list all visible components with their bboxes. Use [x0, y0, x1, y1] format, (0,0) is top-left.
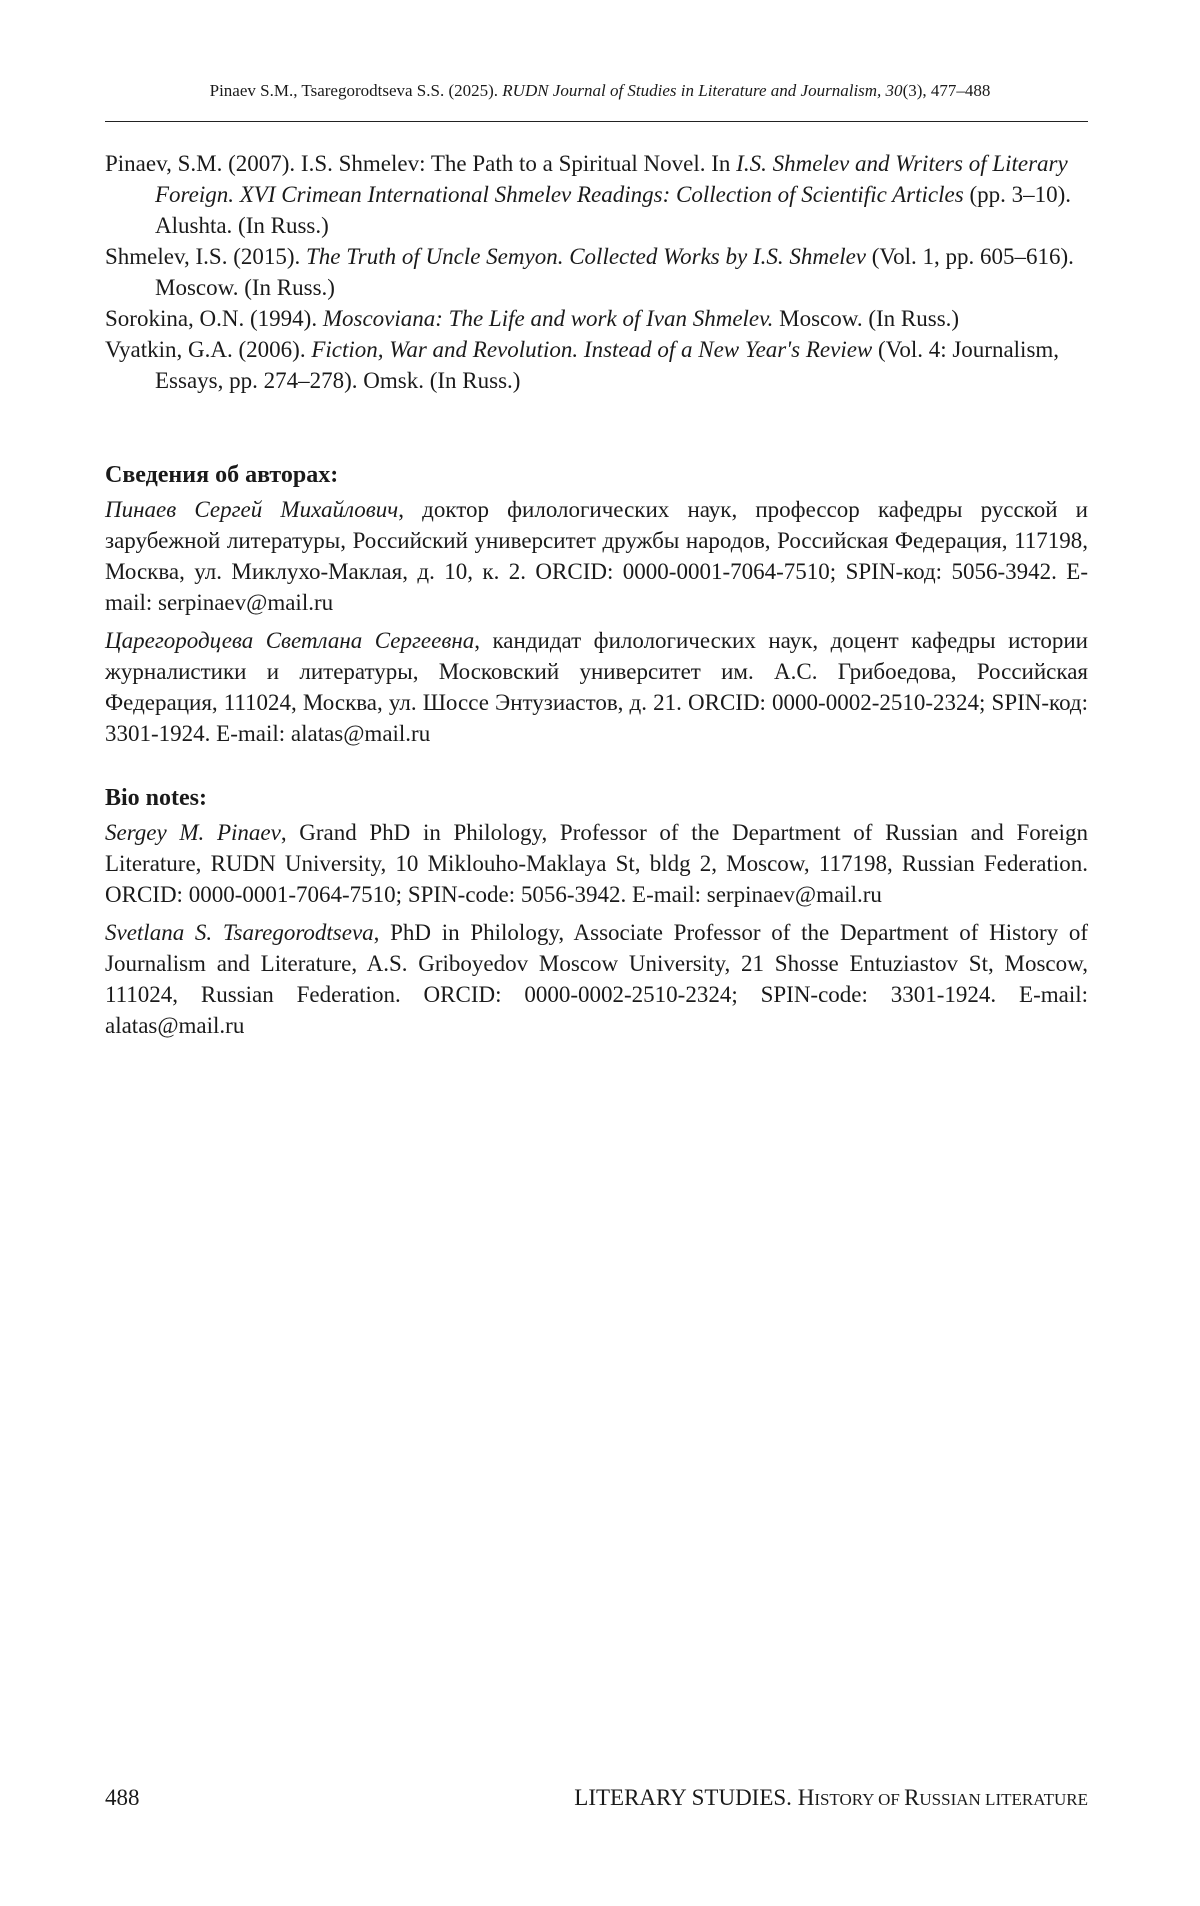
- reference-text: Moscow. (In Russ.): [773, 306, 959, 331]
- section-running-title: [574, 1784, 1088, 1814]
- bio-note-details: , PhD in Philology, Associate Professor of the Department of History of Journalism and Literature, A.S. Griboyedov Moscow University, 21 Shosse Entuziastov St, Moscow, 111024, Russian Federation. ORCID: 0000-0002-2510-2324; SPIN-code: 3301-1924. E-mail: alatas@mail.ru: [105, 920, 1088, 1038]
- reference-text: (Vol. 1, pp. 605–616). Moscow. (In Russ.): [155, 244, 1074, 300]
- bio-notes-heading: Bio notes:: [105, 783, 1088, 814]
- reference-text: Sorokina, O.N. (1994).: [105, 306, 323, 331]
- reference-item: [105, 303, 1088, 334]
- page-number: 488: [105, 1784, 140, 1812]
- bio-note-name: Svetlana S. Tsaregorodtseva: [105, 920, 374, 945]
- reference-title: The Truth of Uncle Semyon. Collected Works by I.S. Shmelev: [306, 244, 866, 269]
- author-ru-details: , доктор филологических наук, профессор кафедры русской и зарубежной литературы, Российский университет дружбы народов, Российская Федерация, 117198, Москва, ул. Миклухо-Маклая, д. 10, к. 2. ORCID: 0000-0001-7064-7510; SPIN-код: 5056-3942. E-mail: serpinaev@mail.ru: [105, 497, 1088, 615]
- header-citation-authors: Pinaev S.M., Tsaregorodtseva S.S. (2025).: [210, 81, 503, 100]
- reference-title: Moscoviana: The Life and work of Ivan Shmelev.: [323, 306, 774, 331]
- bio-note-entry: [105, 817, 1088, 910]
- reference-text: Shmelev, I.S. (2015).: [105, 244, 306, 269]
- header-rule: [105, 121, 1088, 122]
- running-title-small-caps: USSIAN LITERATURE: [919, 1790, 1088, 1809]
- header-citation-pages: (3), 477–488: [903, 81, 991, 100]
- reference-text: (Vol. 4: Journalism, Essays, pp. 274–278). Omsk. (In Russ.): [155, 337, 1059, 393]
- running-title-cap: H: [798, 1785, 815, 1810]
- reference-text: (pp. 3–10). Alushta. (In Russ.): [155, 182, 1071, 238]
- running-title-small-caps: ISTORY OF: [814, 1790, 904, 1809]
- author-ru-entry: [105, 625, 1088, 749]
- running-header: [105, 80, 1095, 102]
- reference-list: [105, 148, 1088, 396]
- author-ru-name: Пинаев Сергей Михайлович: [105, 497, 398, 522]
- author-ru-entry: [105, 494, 1088, 618]
- author-ru-details: , кандидат филологических наук, доцент кафедры истории журналистики и литературы, Московский университет им. А.С. Грибоедова, Российская Федерация, 111024, Москва, ул. Шоссе Энтузиастов, д. 21. ORCID: 0000-0002-2510-2324; SPIN-код: 3301-1924. E-mail: alatas@mail.ru: [105, 628, 1088, 746]
- bio-note-entry: [105, 917, 1088, 1041]
- reference-title: Fiction, War and Revolution. Instead of a New Year's Review: [311, 337, 872, 362]
- reference-text: Pinaev, S.M. (2007). I.S. Shmelev: The Path to a Spiritual Novel. In: [105, 151, 736, 176]
- author-ru-name: Царегородцева Светлана Сергеевна: [105, 628, 474, 653]
- reference-text: Vyatkin, G.A. (2006).: [105, 337, 311, 362]
- reference-item: [105, 148, 1088, 241]
- bio-note-details: , Grand PhD in Philology, Professor of the Department of Russian and Foreign Literature, RUDN University, 10 Miklouho-Maklaya St, bldg 2, Moscow, 117198, Russian Federation. ORCID: 0000-0001-7064-7510; SPIN-code: 5056-3942. E-mail: serpinaev@mail.ru: [105, 820, 1088, 907]
- header-journal-title: RUDN Journal of Studies in Literature and Journalism, 30: [502, 81, 902, 100]
- bio-note-name: Sergey M. Pinaev: [105, 820, 281, 845]
- running-title-cap: R: [904, 1785, 919, 1810]
- page-content: [105, 148, 1088, 1048]
- authors-ru-heading: Сведения об авторах:: [105, 460, 1088, 491]
- reference-title: I.S. Shmelev and Writers of Literary Foreign. XVI Crimean International Shmelev Readings: Collection of Scientific Articles: [155, 151, 1068, 207]
- reference-item: [105, 241, 1088, 303]
- running-title-main: LITERARY STUDIES.: [574, 1785, 797, 1810]
- reference-item: [105, 334, 1088, 396]
